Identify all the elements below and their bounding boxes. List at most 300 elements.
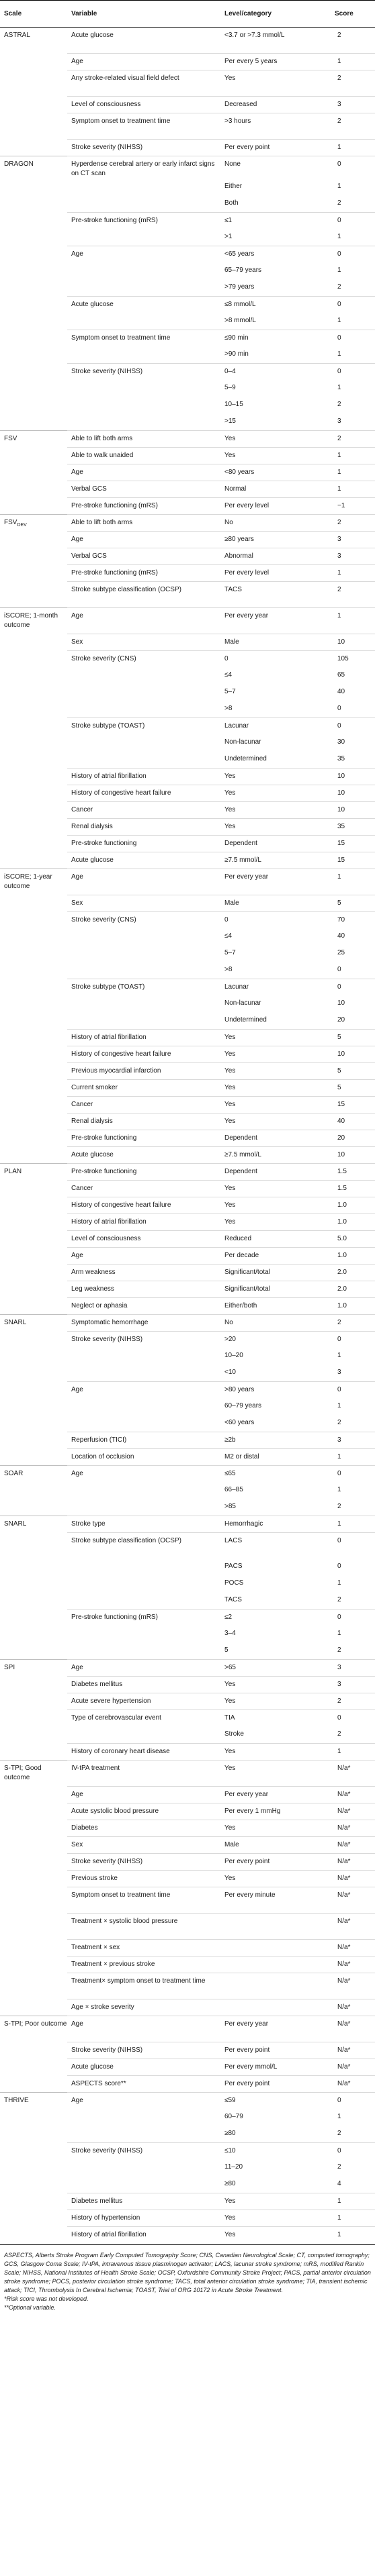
table-row: [0, 634, 375, 650]
table-row: [0, 1803, 375, 1820]
scale-cell: [0, 1381, 67, 1398]
table-row: [0, 785, 375, 801]
table-row: [0, 1197, 375, 1213]
table-row: [0, 1558, 375, 1575]
scale-cell: [0, 1281, 67, 1297]
variable-cell: [67, 1575, 220, 1592]
score-cell: 10: [331, 785, 375, 801]
level-category-cell: >90 min: [224, 350, 249, 358]
table-row: [0, 1046, 375, 1062]
table-row: [0, 413, 375, 430]
table-row: [0, 1247, 375, 1264]
score-cell: 35: [331, 818, 375, 835]
scale-cell: [0, 330, 67, 346]
scale-cell: [0, 701, 67, 717]
score-cell: 0: [331, 1465, 375, 1482]
scale-cell: [0, 1499, 67, 1516]
scale-cell: [0, 1046, 67, 1062]
header-scale: Scale: [0, 1, 67, 28]
score-cell: 5: [331, 1062, 375, 1079]
level-category-cell: Per every point: [220, 1853, 331, 1870]
table-row: [0, 1609, 375, 1626]
variable-cell: Sex: [67, 895, 220, 911]
scale-cell: [0, 1626, 67, 1642]
scale-cell: [0, 1956, 67, 1973]
table-row: [0, 430, 375, 447]
table-row: [0, 1999, 375, 2016]
variable-cell: Cancer: [67, 801, 220, 818]
score-cell: 5: [331, 895, 375, 911]
footnote-optional-variable: **Optional variable.: [4, 2304, 56, 2311]
level-category-cell: 11–20: [224, 2163, 243, 2171]
scale-cell: [0, 1803, 67, 1820]
variable-cell: [67, 1398, 220, 1415]
table-row: [0, 1887, 375, 1913]
scale-cell: [0, 2142, 67, 2159]
variable-cell: Previous stroke: [67, 1870, 220, 1887]
scale-cell: [0, 979, 67, 995]
table-row: [0, 667, 375, 684]
level-category-cell: 10–15: [224, 401, 243, 408]
score-cell: −1: [331, 497, 375, 514]
variable-cell: Acute glucose: [67, 1146, 220, 1163]
variable-cell: Age: [67, 1659, 220, 1676]
scale-cell: [0, 1592, 67, 1609]
table-row: [0, 313, 375, 330]
scale-cell: [0, 581, 67, 607]
score-cell: N/a*: [331, 1786, 375, 1803]
variable-cell: Stroke subtype classification (OCSP): [67, 1532, 220, 1558]
scale-cell: SNARL: [0, 1516, 67, 1532]
table-row: [0, 531, 375, 548]
score-cell: N/a*: [331, 1870, 375, 1887]
score-cell: 2: [337, 1596, 341, 1603]
variable-cell: Treatment× symptom onset to treatment time: [67, 1973, 220, 1999]
level-category-cell: Decreased: [220, 97, 331, 113]
table-row: [0, 279, 375, 296]
variable-cell: Age: [67, 607, 220, 634]
table-row: [0, 1381, 375, 1398]
level-category-cell: Dependent: [220, 1163, 331, 1180]
level-category-cell: ≥80: [224, 2130, 236, 2137]
variable-cell: Cancer: [67, 1096, 220, 1113]
level-category-cell: POCS: [224, 1579, 244, 1587]
score-cell: N/a*: [331, 1973, 375, 1999]
score-cell: 1: [337, 1402, 341, 1409]
scale-cell: [0, 2159, 67, 2176]
score-cell: 0: [337, 966, 341, 973]
scale-cell: [0, 548, 67, 564]
scale-cell: [0, 1743, 67, 1760]
level-category-cell: [220, 1973, 331, 1999]
variable-cell: [67, 667, 220, 684]
table-row: [0, 1939, 375, 1956]
level-category-cell: Yes: [220, 1029, 331, 1046]
variable-cell: [67, 229, 220, 246]
scale-cell: [0, 1786, 67, 1803]
level-category-cell: 5–7: [224, 949, 236, 956]
table-row: [0, 1314, 375, 1331]
level-category-cell: ≤4: [224, 932, 233, 940]
table-row: [0, 380, 375, 397]
level-category-cell: Dependent: [220, 1130, 331, 1146]
scale-cell: [0, 995, 67, 1012]
table-row: [0, 1676, 375, 1693]
scale-cell: [0, 246, 67, 262]
variable-cell: Diabetes mellitus: [67, 2193, 220, 2210]
variable-cell: Reperfusion (TICI): [67, 1432, 220, 1448]
table-row: [0, 1760, 375, 1786]
level-category-cell: >8: [224, 705, 233, 712]
table-row: [0, 2226, 375, 2243]
variable-cell: Current smoker: [67, 1079, 220, 1096]
level-category-cell: >20: [220, 1331, 331, 1348]
score-cell: 0: [331, 363, 375, 380]
level-category-cell: >80 years: [220, 1381, 331, 1398]
table-row: [0, 1012, 375, 1029]
level-category-cell: TACS: [220, 581, 331, 607]
scale-cell: SOAR: [0, 1465, 67, 1482]
score-cell: 1.0: [331, 1297, 375, 1314]
variable-cell: Leg weakness: [67, 1281, 220, 1297]
table-row: [0, 2210, 375, 2226]
scale-cell: FSV: [0, 430, 67, 447]
scale-cell: [0, 1609, 67, 1626]
score-cell: 0: [331, 2092, 375, 2109]
scale-cell: [0, 1973, 67, 1999]
table-row: [0, 2016, 375, 2042]
score-cell: 1: [337, 183, 341, 190]
table-row: [0, 1870, 375, 1887]
table-row: [0, 1415, 375, 1432]
level-category-cell: [220, 1956, 331, 1973]
variable-cell: [67, 962, 220, 979]
table-row: [0, 1853, 375, 1870]
score-cell: 0: [331, 330, 375, 346]
variable-cell: Sex: [67, 1836, 220, 1853]
level-category-cell: ≤8 mmol/L: [220, 296, 331, 313]
variable-cell: Cancer: [67, 1180, 220, 1197]
table-row: [0, 1532, 375, 1558]
score-cell: 3: [337, 417, 341, 425]
level-category-cell: Yes: [220, 2193, 331, 2210]
score-cell: 40: [337, 932, 345, 940]
scale-cell: [0, 2176, 67, 2193]
variable-cell: [67, 1558, 220, 1575]
table-row: [0, 397, 375, 413]
score-cell: N/a*: [331, 1999, 375, 2016]
score-cell: 2: [337, 2130, 341, 2137]
variable-cell: Age: [67, 1381, 220, 1398]
level-category-cell: ≤10: [220, 2142, 331, 2159]
score-cell: 10: [331, 1146, 375, 1163]
level-category-cell: TACS: [224, 1596, 242, 1603]
scale-cell: [0, 179, 67, 195]
table-row: [0, 54, 375, 70]
score-cell: 2: [337, 1419, 341, 1426]
level-category-cell: ≥7.5 mmol/L: [220, 852, 331, 869]
table-row: [0, 607, 375, 634]
level-category-cell: <3.7 or >7.3 mmol/L: [220, 28, 331, 54]
score-cell: 1: [331, 2210, 375, 2226]
scale-cell: [0, 1297, 67, 1314]
table-row: [0, 1973, 375, 1999]
variable-cell: [67, 1592, 220, 1609]
variable-cell: Level of consciousness: [67, 1230, 220, 1247]
level-category-cell: Per every 1 mmHg: [220, 1803, 331, 1820]
variable-cell: Diabetes mellitus: [67, 1676, 220, 1693]
table-row: [0, 28, 375, 54]
level-category-cell: Yes: [220, 447, 331, 464]
score-cell: 0: [337, 705, 341, 712]
table-row: [0, 1836, 375, 1853]
level-category-cell: Significant/total: [220, 1264, 331, 1281]
variable-cell: Renal dialysis: [67, 1113, 220, 1130]
level-category-cell: Per every mmol/L: [220, 2059, 331, 2075]
score-cell: 2: [331, 581, 375, 607]
score-cell: 0: [331, 717, 375, 734]
table-row: [0, 179, 375, 195]
scale-cell: [0, 296, 67, 313]
variable-cell: Pre-stroke functioning: [67, 1163, 220, 1180]
level-category-cell: PACS: [224, 1563, 243, 1570]
variable-cell: [67, 734, 220, 751]
variable-cell: Age: [67, 54, 220, 70]
level-category-cell: Yes: [220, 1870, 331, 1887]
variable-cell: [67, 928, 220, 945]
level-category-cell: Yes: [220, 1693, 331, 1710]
scale-cell: [0, 1693, 67, 1710]
variable-cell: History of congestive heart failure: [67, 1197, 220, 1213]
scale-cell: THRIVE: [0, 2092, 67, 2109]
table-row: [0, 835, 375, 852]
level-category-cell: No: [220, 1314, 331, 1331]
footnote-risk-score: *Risk score was not developed.: [4, 2295, 89, 2302]
scale-cell: [0, 835, 67, 852]
scale-cell: [0, 785, 67, 801]
score-cell: 40: [331, 1113, 375, 1130]
level-category-cell: ≤1: [220, 212, 331, 229]
variable-cell: Symptom onset to treatment time: [67, 330, 220, 346]
variable-cell: Age: [67, 869, 220, 895]
scale-cell: [0, 1180, 67, 1197]
level-category-cell: >3 hours: [220, 113, 331, 140]
table-row: [0, 928, 375, 945]
level-category-cell: Yes: [220, 1820, 331, 1836]
score-cell: 10: [331, 768, 375, 785]
table-row: [0, 2042, 375, 2059]
scale-cell: [0, 1836, 67, 1853]
level-category-cell: Significant/total: [220, 1281, 331, 1297]
score-cell: 65: [337, 671, 345, 679]
variable-cell: History of atrial fibrillation: [67, 2226, 220, 2243]
score-cell: N/a*: [331, 2042, 375, 2059]
scale-cell: ASTRAL: [4, 32, 30, 39]
score-cell: 1: [331, 1516, 375, 1532]
scale-cell: [0, 229, 67, 246]
score-cell: 1: [337, 2113, 341, 2120]
table-row: [0, 650, 375, 667]
variable-cell: Verbal GCS: [67, 548, 220, 564]
table-row: [0, 1029, 375, 1046]
variable-cell: [67, 1626, 220, 1642]
level-category-cell: Undetermined: [224, 1016, 267, 1024]
score-cell: N/a*: [331, 1803, 375, 1820]
scale-cell: [0, 2210, 67, 2226]
scale-cell: [0, 818, 67, 835]
score-cell: 0: [331, 296, 375, 313]
table-row: [0, 2193, 375, 2210]
scale-cell: [0, 212, 67, 229]
score-cell: 3: [331, 531, 375, 548]
table-row: [0, 2126, 375, 2142]
variable-cell: Able to lift both arms: [67, 430, 220, 447]
level-category-cell: Per every minute: [220, 1887, 331, 1913]
level-category-cell: Normal: [220, 481, 331, 497]
variable-cell: Symptom onset to treatment time: [67, 113, 220, 140]
score-cell: 1: [331, 869, 375, 895]
scale-cell: [0, 962, 67, 979]
level-category-cell: Lacunar: [220, 717, 331, 734]
table-row: [0, 1432, 375, 1448]
level-category-cell: Per every point: [220, 2042, 331, 2059]
level-category-cell: Non-lacunar: [224, 999, 261, 1007]
variable-cell: IV-tPA treatment: [67, 1760, 220, 1786]
level-category-cell: ≤65: [220, 1465, 331, 1482]
scale-cell: [0, 70, 67, 97]
score-cell: N/a*: [331, 1820, 375, 1836]
score-cell: 1: [337, 1630, 341, 1637]
score-cell: 0: [331, 1331, 375, 1348]
score-cell: 40: [337, 688, 345, 695]
score-cell: 2: [337, 1646, 341, 1654]
table-row: [0, 97, 375, 113]
level-category-cell: >1: [224, 233, 233, 240]
level-category-cell: 65–79 years: [224, 266, 262, 274]
score-cell: 3: [331, 548, 375, 564]
variable-cell: Pre-stroke functioning: [67, 835, 220, 852]
level-category-cell: ≤90 min: [220, 330, 331, 346]
level-category-cell: Male: [220, 634, 331, 650]
scale-cell: [0, 54, 67, 70]
score-cell: 2: [337, 1503, 341, 1510]
table-row: [0, 1163, 375, 1180]
variable-cell: ASPECTS score**: [67, 2075, 220, 2092]
score-cell: 15: [331, 835, 375, 852]
level-category-cell: Abnormal: [220, 548, 331, 564]
level-category-cell: <60 years: [224, 1419, 255, 1426]
variable-cell: Treatment × sex: [67, 1939, 220, 1956]
level-category-cell: >8: [224, 966, 233, 973]
variable-cell: Able to lift both arms: [67, 514, 220, 531]
level-category-cell: Undetermined: [224, 755, 267, 762]
level-category-cell: Yes: [220, 1096, 331, 1113]
table-header-row: [0, 1, 375, 28]
table-row: [0, 2059, 375, 2075]
variable-cell: Stroke subtype classification (OCSP): [67, 581, 220, 607]
variable-cell: Treatment × systolic blood pressure: [67, 1913, 220, 1939]
table-row: [0, 464, 375, 481]
level-category-cell: >85: [224, 1503, 236, 1510]
score-cell: 2: [337, 2163, 341, 2171]
table-row: [0, 734, 375, 751]
score-cell: 4: [337, 2180, 341, 2187]
scale-cell: SNARL: [0, 1314, 67, 1331]
variable-cell: Type of cerebrovascular event: [67, 1710, 220, 1726]
variable-cell: Previous myocardial infarction: [67, 1062, 220, 1079]
table-row: [0, 701, 375, 717]
level-category-cell: Male: [220, 1836, 331, 1853]
variable-cell: History of congestive heart failure: [67, 785, 220, 801]
variable-cell: Stroke severity (NIHSS): [67, 1331, 220, 1348]
level-category-cell: 5–9: [224, 384, 236, 391]
scale-cell: [0, 1532, 67, 1558]
scale-cell: [0, 97, 67, 113]
scale-cell: DRAGON: [0, 156, 67, 179]
score-cell: 20: [337, 1016, 345, 1024]
scale-cell: [0, 2226, 67, 2243]
abbreviations-note: ASPECTS, Alberts Stroke Program Early Computed Tomography Score; CNS, Canadian Neurological Scale; CT, computed tomography; GCS, Glasgow Coma Scale; IV-tPA, intravenous tissue plasminogen activator; LACS, lacunar stroke syndrome; mRS, modified Rankin Scale; NIHSS, National Institutes of Health Stroke Scale; OCSP, Oxfordshire Community Stroke Project; PACS, partial anterior circulation stroke syndrome; POCS, posterior circulation stroke syndrome; TACS, total anterior circulation stroke syndrome; TIA, transient ischemic attack; TICI, Thrombolysis In Cerebral Ischemia; TOAST, Trial of ORG 10172 in Acute Stroke Treatment.: [4, 2252, 371, 2293]
variable-cell: Age: [67, 1465, 220, 1482]
score-cell: N/a*: [331, 1836, 375, 1853]
scale-cell: [0, 1448, 67, 1465]
table-row: [0, 70, 375, 97]
scale-cell: [0, 497, 67, 514]
score-cell: 0: [337, 1563, 341, 1570]
table-body: [0, 28, 375, 2244]
variable-cell: Stroke severity (CNS): [67, 911, 220, 928]
variable-cell: [67, 2176, 220, 2193]
scale-cell: [0, 1365, 67, 1381]
variable-cell: [67, 2126, 220, 2142]
variable-cell: Acute glucose: [67, 852, 220, 869]
table-row: [0, 852, 375, 869]
variable-cell: Neglect or aphasia: [67, 1297, 220, 1314]
scale-cell: [0, 1197, 67, 1213]
table-row: [0, 979, 375, 995]
variable-cell: Stroke severity (CNS): [67, 650, 220, 667]
table-row: [0, 2159, 375, 2176]
score-cell: 3: [331, 1676, 375, 1693]
variable-cell: Able to walk unaided: [67, 447, 220, 464]
score-cell: 1.0: [331, 1213, 375, 1230]
level-category-cell: LACS: [220, 1532, 331, 1558]
table-row: [0, 330, 375, 346]
variable-cell: History of atrial fibrillation: [67, 1213, 220, 1230]
score-cell: 2: [331, 28, 375, 54]
score-cell: 1: [337, 233, 341, 240]
variable-cell: [67, 1726, 220, 1743]
scale-cell: [0, 1113, 67, 1130]
variable-cell: Location of occlusion: [67, 1448, 220, 1465]
level-category-cell: ≤2: [220, 1609, 331, 1626]
variable-cell: [67, 1642, 220, 1659]
variable-cell: Stroke severity (NIHSS): [67, 2142, 220, 2159]
table-row: [0, 911, 375, 928]
score-cell: 1: [331, 447, 375, 464]
table-row: [0, 1820, 375, 1836]
table-row: [0, 751, 375, 768]
level-category-cell: [220, 1939, 331, 1956]
variable-cell: Stroke severity (NIHSS): [67, 363, 220, 380]
score-cell: 20: [331, 1130, 375, 1146]
variable-cell: Age: [67, 531, 220, 548]
scale-cell: [0, 768, 67, 785]
scale-cell: [0, 195, 67, 212]
table-row: [0, 195, 375, 212]
score-cell: 5: [331, 1079, 375, 1096]
score-cell: 1: [331, 1448, 375, 1465]
